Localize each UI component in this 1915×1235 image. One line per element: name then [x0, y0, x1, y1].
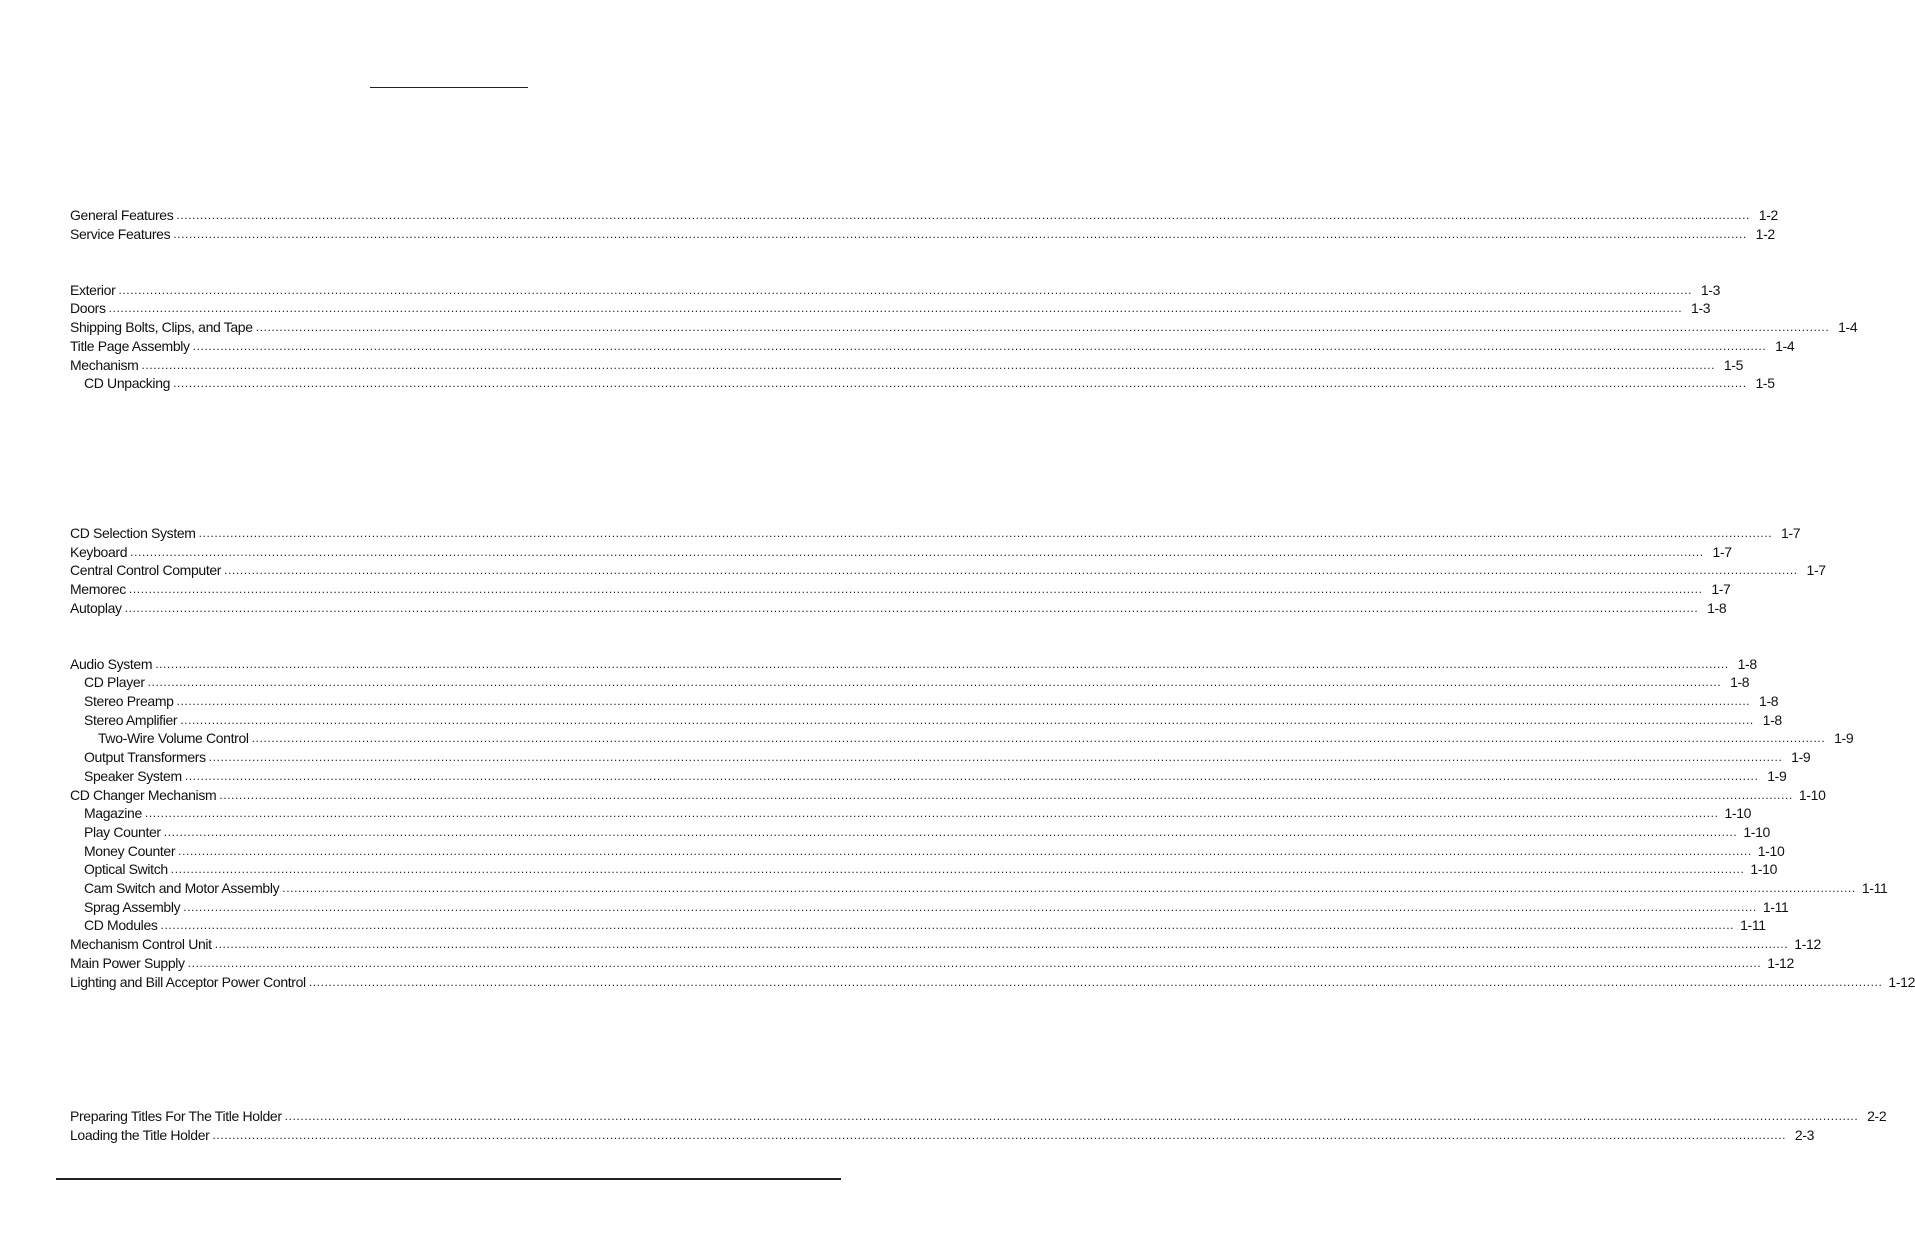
toc-entry [70, 1126, 1815, 1144]
dot-leader: ................................................................................................................................................................................................................................................................................................................................................................................................................ [130, 545, 1704, 559]
toc-entry-label: Mechanism [70, 357, 139, 373]
dot-leader: ................................................................................................................................................................................................................................................................................................................................................................................................................ [208, 750, 1783, 764]
toc-entry [84, 916, 1766, 934]
toc-entry-label: Doors [70, 300, 106, 316]
toc-entry-label: Shipping Bolts, Clips, and Tape [70, 319, 253, 335]
toc-entry [70, 524, 1801, 542]
toc-entry-label: Mechanism Control Unit [70, 936, 212, 952]
dot-leader: ................................................................................................................................................................................................................................................................................................................................................................................................................ [214, 937, 1789, 951]
toc-entry [84, 842, 1785, 860]
toc-entry-label: Stereo Amplifier [84, 712, 178, 728]
toc-entry-label: Money Counter [84, 843, 176, 859]
toc-entry-page: 1-8 [1762, 712, 1782, 728]
toc-entry [70, 1107, 1887, 1125]
toc-entry [84, 879, 1888, 897]
toc-entry-label: Title Page Assembly [70, 338, 190, 354]
toc-entry-page: 1-3 [1700, 282, 1721, 298]
toc-entry-page: 1-5 [1723, 357, 1744, 373]
dot-leader: ................................................................................................................................................................................................................................................................................................................................................................................................................ [176, 694, 1751, 708]
toc-entry-label: Preparing Titles For The Title Holder [70, 1108, 282, 1124]
dot-leader: ................................................................................................................................................................................................................................................................................................................................................................................................................ [219, 788, 1793, 802]
toc-entry-label: Cam Switch and Motor Assembly [84, 880, 280, 896]
dot-leader: ................................................................................................................................................................................................................................................................................................................................................................................................................ [192, 339, 1767, 353]
dot-leader: ................................................................................................................................................................................................................................................................................................................................................................................................................ [255, 320, 1830, 334]
toc-entry [70, 318, 1858, 336]
toc-entry [84, 711, 1782, 729]
toc-entry-label: General Features [70, 207, 174, 223]
dot-leader: ................................................................................................................................................................................................................................................................................................................................................................................................................ [173, 227, 1747, 241]
toc-entry-page: 1-12 [1794, 936, 1821, 952]
toc-entry [70, 281, 1721, 299]
toc-entry-page: 1-5 [1755, 375, 1775, 391]
toc-entry-label: CD Unpacking [84, 375, 171, 391]
dot-leader: ................................................................................................................................................................................................................................................................................................................................................................................................................ [163, 825, 1738, 839]
dot-leader: ................................................................................................................................................................................................................................................................................................................................................................................................................ [282, 881, 1856, 895]
dot-leader: ................................................................................................................................................................................................................................................................................................................................................................................................................ [108, 301, 1683, 315]
dot-leader: ................................................................................................................................................................................................................................................................................................................................................................................................................ [176, 208, 1750, 222]
toc-entry [84, 860, 1778, 878]
toc-entry-page: 1-7 [1712, 544, 1732, 560]
dot-leader: ................................................................................................................................................................................................................................................................................................................................................................................................................ [198, 526, 1773, 540]
toc-entry-page: 1-10 [1757, 843, 1785, 859]
toc-entry [84, 692, 1779, 710]
dot-leader: ................................................................................................................................................................................................................................................................................................................................................................................................................ [308, 975, 1883, 989]
toc-entry-page: 1-10 [1743, 824, 1770, 840]
toc-entry-page: 1-2 [1755, 226, 1775, 242]
toc-entry-label: Main Power Supply [70, 955, 185, 971]
toc-entry-page: 1-10 [1724, 805, 1752, 821]
toc-entry [70, 337, 1795, 355]
dot-leader: ................................................................................................................................................................................................................................................................................................................................................................................................................ [144, 806, 1719, 820]
toc-entry [84, 898, 1789, 916]
toc-entry-label: Service Features [70, 226, 171, 242]
dot-leader: ................................................................................................................................................................................................................................................................................................................................................................................................................ [173, 376, 1747, 390]
toc-entry-page: 1-4 [1838, 319, 1858, 335]
toc-entry [84, 673, 1750, 691]
toc-entry [70, 225, 1775, 243]
toc-entry-page: 1-8 [1730, 674, 1750, 690]
footer-rule [56, 1178, 841, 1180]
dot-leader: ................................................................................................................................................................................................................................................................................................................................................................................................................ [147, 675, 1722, 689]
toc-entry-label: Autoplay [70, 600, 122, 616]
toc-entry-page: 1-3 [1691, 300, 1711, 316]
dot-leader: ................................................................................................................................................................................................................................................................................................................................................................................................................ [251, 731, 1826, 745]
toc-entry-page: 1-7 [1806, 562, 1826, 578]
toc-entry-label: Output Transformers [84, 749, 206, 765]
toc-entry [70, 935, 1821, 953]
toc-entry-label: Speaker System [84, 768, 182, 784]
dot-leader: ................................................................................................................................................................................................................................................................................................................................................................................................................ [128, 582, 1703, 596]
toc-entry-page: 1-9 [1791, 749, 1811, 765]
toc-entry-label: CD Changer Mechanism [70, 787, 217, 803]
toc-entry [70, 299, 1711, 317]
toc-entry-page: 1-2 [1758, 207, 1778, 223]
toc-entry-label: Lighting and Bill Acceptor Power Control [70, 974, 306, 990]
toc-entry-label: CD Player [84, 674, 145, 690]
toc-entry-label: Play Counter [84, 824, 161, 840]
toc-entry-page: 1-4 [1775, 338, 1795, 354]
toc-entry [84, 804, 1752, 822]
toc-entry [70, 973, 1915, 991]
dot-leader: ................................................................................................................................................................................................................................................................................................................................................................................................................ [284, 1109, 1859, 1123]
toc-entry [70, 561, 1826, 579]
toc-entry [84, 823, 1770, 841]
toc-entry-label: Sprag Assembly [84, 899, 181, 915]
toc-entry-page: 1-11 [1762, 899, 1789, 915]
toc-entry-page: 1-11 [1861, 880, 1888, 896]
toc-entry-page: 2-2 [1867, 1108, 1887, 1124]
toc-entry [70, 543, 1732, 561]
toc-entry-page: 2-3 [1794, 1127, 1815, 1143]
toc-entry-page: 1-10 [1750, 861, 1778, 877]
dot-leader: ................................................................................................................................................................................................................................................................................................................................................................................................................ [170, 862, 1745, 876]
toc-entry-label: Loading the Title Holder [70, 1127, 210, 1143]
dot-leader: ................................................................................................................................................................................................................................................................................................................................................................................................................ [180, 713, 1754, 727]
dot-leader: ................................................................................................................................................................................................................................................................................................................................................................................................................ [224, 563, 1798, 577]
toc-entry-page: 1-11 [1740, 917, 1766, 933]
toc-entry-page: 1-7 [1711, 581, 1731, 597]
toc-entry [70, 206, 1778, 224]
dot-leader: ................................................................................................................................................................................................................................................................................................................................................................................................................ [118, 283, 1693, 297]
toc-entry [84, 374, 1775, 392]
dot-leader: ................................................................................................................................................................................................................................................................................................................................................................................................................ [187, 956, 1762, 970]
toc-entry-page: 1-9 [1834, 730, 1854, 746]
toc-entry [98, 729, 1854, 747]
dot-leader: ................................................................................................................................................................................................................................................................................................................................................................................................................ [141, 358, 1716, 372]
toc-entry-label: Stereo Preamp [84, 693, 174, 709]
toc-entry-page: 1-8 [1759, 693, 1779, 709]
toc-entry [70, 580, 1731, 598]
dot-leader: ................................................................................................................................................................................................................................................................................................................................................................................................................ [183, 900, 1757, 914]
dot-leader: ................................................................................................................................................................................................................................................................................................................................................................................................................ [160, 918, 1735, 932]
toc-entry-page: 1-7 [1781, 525, 1801, 541]
toc-entry [70, 356, 1744, 374]
toc-entry-page: 1-9 [1767, 768, 1787, 784]
toc-entry-label: Keyboard [70, 544, 128, 560]
toc-entry [70, 786, 1826, 804]
toc-entry-label: CD Modules [84, 917, 158, 933]
dot-leader: ................................................................................................................................................................................................................................................................................................................................................................................................................ [184, 769, 1759, 783]
dot-leader: ................................................................................................................................................................................................................................................................................................................................................................................................................ [212, 1128, 1787, 1142]
toc-entry-page: 1-10 [1798, 787, 1826, 803]
toc-entry-page: 1-12 [1888, 974, 1915, 990]
toc-entry-page: 1-8 [1707, 600, 1727, 616]
toc-entry [70, 599, 1727, 617]
toc-entry [84, 748, 1811, 766]
dot-leader: ................................................................................................................................................................................................................................................................................................................................................................................................................ [155, 657, 1729, 671]
dot-leader: ................................................................................................................................................................................................................................................................................................................................................................................................................ [124, 601, 1699, 615]
toc-entry-page: 1-12 [1767, 955, 1794, 971]
title-underline [370, 87, 528, 88]
toc-entry-label: Optical Switch [84, 861, 168, 877]
toc-entry-label: Magazine [84, 805, 142, 821]
toc-entry-label: Exterior [70, 282, 116, 298]
toc-entry-label: CD Selection System [70, 525, 196, 541]
toc-entry [84, 767, 1787, 785]
toc-entry [70, 655, 1757, 673]
toc-entry-label: Memorec [70, 581, 126, 597]
toc-entry-label: Central Control Computer [70, 562, 222, 578]
toc-entry-label: Audio System [70, 656, 153, 672]
toc-entry [70, 954, 1794, 972]
dot-leader: ................................................................................................................................................................................................................................................................................................................................................................................................................ [178, 844, 1752, 858]
toc-entry-label: Two-Wire Volume Control [98, 730, 249, 746]
toc-entry-page: 1-8 [1737, 656, 1757, 672]
